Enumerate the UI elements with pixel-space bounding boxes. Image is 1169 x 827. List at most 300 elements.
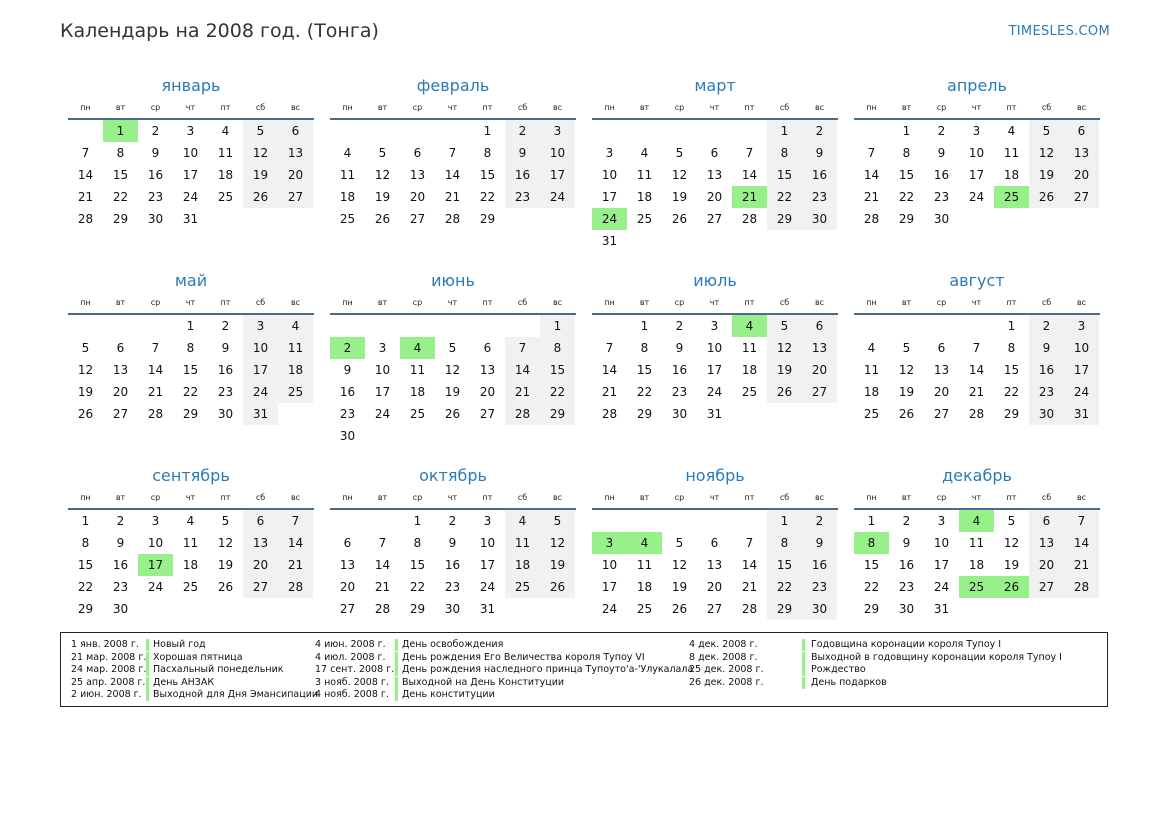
weekday-label: чт bbox=[971, 103, 982, 112]
day-cell: 21 bbox=[147, 385, 164, 399]
weekday-label: ср bbox=[674, 103, 685, 112]
day-cell: 25 bbox=[636, 212, 653, 226]
day-cell: 10 bbox=[601, 168, 618, 182]
day-cell: 19 bbox=[671, 580, 688, 594]
weekday-label: ср bbox=[412, 493, 423, 502]
day-cell: 11 bbox=[968, 536, 985, 550]
day-cell: 16 bbox=[802, 164, 837, 186]
day-cell: 31 bbox=[933, 602, 950, 616]
holiday-marker bbox=[395, 639, 398, 651]
weekday-label: ср bbox=[412, 298, 423, 307]
weekday-label: чт bbox=[971, 298, 982, 307]
month-calendar bbox=[68, 74, 314, 269]
day-cell: 27 bbox=[479, 407, 496, 421]
day-cell: 29 bbox=[767, 598, 802, 620]
weekday-label: ср bbox=[150, 493, 161, 502]
weekday-label: сб bbox=[517, 298, 528, 307]
day-cell: 11 bbox=[505, 532, 540, 554]
day-cell: 12 bbox=[444, 363, 461, 377]
day-cell: 3 bbox=[151, 514, 160, 528]
weekday-label: пн bbox=[604, 298, 615, 307]
weekday-label: пн bbox=[342, 103, 353, 112]
month-name: март bbox=[694, 76, 736, 95]
day-cell: 30 bbox=[671, 407, 688, 421]
day-cell: 12 bbox=[1029, 142, 1064, 164]
weekday-label: ср bbox=[674, 493, 685, 502]
day-cell: 15 bbox=[898, 168, 915, 182]
day-cell: 24 bbox=[1064, 381, 1099, 403]
day-cell: 28 bbox=[374, 602, 391, 616]
day-cell: 26 bbox=[374, 212, 391, 226]
day-cell: 29 bbox=[409, 602, 426, 616]
day-cell: 18 bbox=[217, 168, 234, 182]
day-cell: 18 bbox=[863, 385, 880, 399]
holiday-name: День АНЗАК bbox=[153, 676, 215, 688]
holiday-date: 21 мар. 2008 г. bbox=[71, 651, 147, 663]
day-cell: 27 bbox=[706, 602, 723, 616]
weekday-label: вт bbox=[639, 493, 650, 502]
day-cell: 8 bbox=[116, 146, 125, 160]
day-cell: 15 bbox=[112, 168, 129, 182]
day-cell: 22 bbox=[767, 576, 802, 598]
day-cell: 10 bbox=[601, 558, 618, 572]
day-cell: 2 bbox=[675, 319, 684, 333]
day-cell: 24 bbox=[374, 407, 391, 421]
day-cell: 1 bbox=[1007, 319, 1016, 333]
weekday-header bbox=[68, 488, 314, 510]
day-cell: 26 bbox=[671, 212, 688, 226]
weekday-label: вт bbox=[901, 298, 912, 307]
day-cell: 29 bbox=[636, 407, 653, 421]
day-cell: 6 bbox=[413, 146, 422, 160]
holiday-day-cell: 4 bbox=[400, 337, 435, 359]
day-cell: 13 bbox=[933, 363, 950, 377]
day-cell: 15 bbox=[767, 554, 802, 576]
day-cell: 25 bbox=[741, 385, 758, 399]
weekday-label: пн bbox=[342, 493, 353, 502]
day-cell: 28 bbox=[505, 403, 540, 425]
month-calendar bbox=[592, 464, 838, 659]
day-cell: 1 bbox=[767, 510, 802, 532]
day-cell: 19 bbox=[243, 164, 278, 186]
day-cell: 16 bbox=[505, 164, 540, 186]
day-cell: 26 bbox=[767, 381, 802, 403]
holiday-marker bbox=[395, 652, 398, 664]
day-cell: 6 bbox=[483, 341, 492, 355]
day-cell: 19 bbox=[671, 190, 688, 204]
weekday-label: пн bbox=[80, 493, 91, 502]
weekday-label: пт bbox=[220, 103, 231, 112]
day-cell: 16 bbox=[933, 168, 950, 182]
month-calendar bbox=[68, 269, 314, 464]
weekday-label: пн bbox=[866, 298, 877, 307]
day-cell: 3 bbox=[378, 341, 387, 355]
weekday-label: вс bbox=[814, 103, 825, 112]
holiday-marker bbox=[395, 677, 398, 689]
day-cell: 20 bbox=[243, 554, 278, 576]
day-cell: 26 bbox=[671, 602, 688, 616]
day-cell: 25 bbox=[278, 381, 313, 403]
day-cell: 20 bbox=[706, 190, 723, 204]
month-calendar bbox=[330, 269, 576, 464]
day-cell: 24 bbox=[706, 385, 723, 399]
weekday-header bbox=[330, 488, 576, 510]
day-cell: 28 bbox=[147, 407, 164, 421]
day-cell: 29 bbox=[767, 208, 802, 230]
month-calendar bbox=[330, 464, 576, 659]
day-cell: 2 bbox=[802, 510, 837, 532]
day-cell: 7 bbox=[605, 341, 614, 355]
day-cell: 28 bbox=[601, 407, 618, 421]
day-cell: 14 bbox=[77, 168, 94, 182]
weekday-label: пт bbox=[1006, 298, 1017, 307]
day-cell: 12 bbox=[671, 168, 688, 182]
day-cell: 27 bbox=[1064, 186, 1099, 208]
day-cell: 8 bbox=[767, 532, 802, 554]
day-cell: 2 bbox=[802, 120, 837, 142]
day-cell: 18 bbox=[741, 363, 758, 377]
day-cell: 30 bbox=[802, 598, 837, 620]
holiday-day-cell: 25 bbox=[994, 186, 1029, 208]
day-cell: 17 bbox=[601, 190, 618, 204]
day-cell: 4 bbox=[640, 146, 649, 160]
weekday-header bbox=[68, 293, 314, 315]
day-cell: 27 bbox=[409, 212, 426, 226]
day-cell: 1 bbox=[186, 319, 195, 333]
day-cell: 21 bbox=[863, 190, 880, 204]
day-cell: 29 bbox=[182, 407, 199, 421]
day-cell: 29 bbox=[540, 403, 575, 425]
day-cell: 22 bbox=[898, 190, 915, 204]
day-cell: 24 bbox=[479, 580, 496, 594]
holiday-marker bbox=[146, 677, 149, 689]
weekday-label: вт bbox=[901, 103, 912, 112]
day-cell: 4 bbox=[343, 146, 352, 160]
day-cell: 19 bbox=[1029, 164, 1064, 186]
day-cell: 31 bbox=[243, 403, 278, 425]
day-cell: 28 bbox=[741, 602, 758, 616]
holiday-day-cell: 25 bbox=[959, 576, 994, 598]
day-cell: 16 bbox=[217, 363, 234, 377]
day-cell: 15 bbox=[479, 168, 496, 182]
day-cell: 25 bbox=[505, 576, 540, 598]
day-cell: 18 bbox=[182, 558, 199, 572]
day-cell: 12 bbox=[898, 363, 915, 377]
day-cell: 20 bbox=[933, 385, 950, 399]
day-cell: 26 bbox=[898, 407, 915, 421]
day-cell: 20 bbox=[112, 385, 129, 399]
day-cell: 7 bbox=[448, 146, 457, 160]
day-cell: 5 bbox=[675, 146, 684, 160]
day-cell: 18 bbox=[1003, 168, 1020, 182]
day-cell: 31 bbox=[182, 212, 199, 226]
month-name: июль bbox=[693, 271, 737, 290]
day-cell: 6 bbox=[1029, 510, 1064, 532]
holiday-date: 4 дек. 2008 г. bbox=[689, 639, 758, 650]
weekday-label: вс bbox=[814, 493, 825, 502]
holiday-day-cell: 3 bbox=[592, 532, 627, 554]
day-cell: 11 bbox=[182, 536, 199, 550]
day-cell: 28 bbox=[444, 212, 461, 226]
calendar-grid bbox=[68, 74, 1102, 659]
day-cell: 8 bbox=[1007, 341, 1016, 355]
day-cell: 20 bbox=[409, 190, 426, 204]
holiday-day-cell: 17 bbox=[138, 554, 173, 576]
day-cell: 14 bbox=[968, 363, 985, 377]
day-cell: 5 bbox=[767, 315, 802, 337]
day-cell: 5 bbox=[902, 341, 911, 355]
month-calendar bbox=[592, 74, 838, 269]
weekday-header bbox=[68, 98, 314, 120]
month-name: январь bbox=[161, 76, 221, 95]
day-cell: 19 bbox=[77, 385, 94, 399]
day-cell: 23 bbox=[505, 186, 540, 208]
day-cell: 30 bbox=[933, 212, 950, 226]
weekday-label: вс bbox=[290, 103, 301, 112]
weekday-label: пт bbox=[482, 493, 493, 502]
holiday-date: 4 июл. 2008 г. bbox=[315, 651, 386, 663]
day-cell: 11 bbox=[636, 168, 653, 182]
weekday-label: ср bbox=[936, 103, 947, 112]
day-cell: 12 bbox=[540, 532, 575, 554]
weekday-label: чт bbox=[185, 298, 196, 307]
holiday-day-cell: 21 bbox=[732, 186, 767, 208]
day-cell: 27 bbox=[112, 407, 129, 421]
day-cell: 9 bbox=[343, 363, 352, 377]
weekday-label: чт bbox=[709, 103, 720, 112]
weekday-label: вс bbox=[814, 298, 825, 307]
day-cell: 5 bbox=[221, 514, 230, 528]
day-cell: 3 bbox=[972, 124, 981, 138]
day-cell: 30 bbox=[1029, 403, 1064, 425]
day-cell: 12 bbox=[767, 337, 802, 359]
day-cell: 16 bbox=[1029, 359, 1064, 381]
day-cell: 24 bbox=[933, 580, 950, 594]
day-cell: 2 bbox=[116, 514, 125, 528]
weekday-label: пн bbox=[604, 493, 615, 502]
holiday-name: День подарков bbox=[811, 676, 887, 688]
holiday-name: День рождения Его Величества короля Тупоу VI bbox=[402, 651, 645, 663]
day-cell: 1 bbox=[767, 120, 802, 142]
day-cell: 5 bbox=[243, 120, 278, 142]
day-cell: 27 bbox=[1029, 576, 1064, 598]
day-cell: 23 bbox=[444, 580, 461, 594]
day-cell: 10 bbox=[933, 536, 950, 550]
day-cell: 11 bbox=[1003, 146, 1020, 160]
day-cell: 20 bbox=[479, 385, 496, 399]
day-cell: 14 bbox=[863, 168, 880, 182]
day-cell: 3 bbox=[710, 319, 719, 333]
day-cell: 29 bbox=[1003, 407, 1020, 421]
weekday-label: чт bbox=[447, 103, 458, 112]
day-cell: 8 bbox=[767, 142, 802, 164]
day-cell: 8 bbox=[540, 337, 575, 359]
weekday-label: ср bbox=[936, 298, 947, 307]
weekday-header bbox=[330, 98, 576, 120]
day-cell: 7 bbox=[867, 146, 876, 160]
month-name: июнь bbox=[431, 271, 475, 290]
day-cell: 30 bbox=[339, 429, 356, 443]
day-cell: 8 bbox=[483, 146, 492, 160]
day-cell: 1 bbox=[640, 319, 649, 333]
day-cell: 28 bbox=[968, 407, 985, 421]
holiday-marker bbox=[395, 689, 398, 701]
day-cell: 18 bbox=[409, 385, 426, 399]
weekday-label: ср bbox=[150, 298, 161, 307]
day-cell: 7 bbox=[972, 341, 981, 355]
day-cell: 6 bbox=[278, 120, 313, 142]
day-cell: 13 bbox=[278, 142, 313, 164]
day-cell: 5 bbox=[448, 341, 457, 355]
day-cell: 14 bbox=[374, 558, 391, 572]
day-cell: 19 bbox=[767, 359, 802, 381]
day-cell: 5 bbox=[1007, 514, 1016, 528]
day-cell: 14 bbox=[444, 168, 461, 182]
day-cell: 5 bbox=[81, 341, 90, 355]
day-cell: 12 bbox=[374, 168, 391, 182]
day-cell: 19 bbox=[444, 385, 461, 399]
day-cell: 12 bbox=[77, 363, 94, 377]
day-cell: 18 bbox=[339, 190, 356, 204]
day-cell: 21 bbox=[444, 190, 461, 204]
day-grid bbox=[854, 510, 1100, 620]
day-cell: 3 bbox=[540, 120, 575, 142]
weekday-label: чт bbox=[185, 493, 196, 502]
day-cell: 22 bbox=[182, 385, 199, 399]
day-grid bbox=[592, 120, 838, 252]
day-cell: 9 bbox=[221, 341, 230, 355]
weekday-label: пн bbox=[80, 298, 91, 307]
holiday-name: Новый год bbox=[153, 639, 206, 650]
day-cell: 28 bbox=[741, 212, 758, 226]
holiday-name: Рождество bbox=[811, 664, 866, 675]
day-cell: 16 bbox=[147, 168, 164, 182]
weekday-label: сб bbox=[255, 493, 266, 502]
day-cell: 3 bbox=[937, 514, 946, 528]
weekday-label: чт bbox=[709, 493, 720, 502]
day-cell: 27 bbox=[706, 212, 723, 226]
month-name: сентябрь bbox=[152, 466, 230, 485]
page-title: Календарь на 2008 год. (Тонга) bbox=[60, 20, 379, 42]
day-cell: 14 bbox=[1064, 532, 1099, 554]
day-cell: 12 bbox=[217, 536, 234, 550]
holiday-marker bbox=[802, 652, 805, 664]
day-cell: 13 bbox=[1029, 532, 1064, 554]
day-cell: 31 bbox=[706, 407, 723, 421]
day-cell: 9 bbox=[802, 532, 837, 554]
weekday-label: пн bbox=[342, 298, 353, 307]
holiday-date: 4 июн. 2008 г. bbox=[315, 639, 386, 650]
day-grid bbox=[854, 315, 1100, 425]
weekday-header bbox=[854, 488, 1100, 510]
day-cell: 18 bbox=[636, 580, 653, 594]
weekday-label: вс bbox=[1076, 103, 1087, 112]
day-cell: 10 bbox=[479, 536, 496, 550]
day-cell: 4 bbox=[1007, 124, 1016, 138]
day-cell: 9 bbox=[902, 536, 911, 550]
day-cell: 23 bbox=[671, 385, 688, 399]
day-cell: 16 bbox=[671, 363, 688, 377]
holiday-name: День освобождения bbox=[402, 639, 504, 650]
day-cell: 21 bbox=[374, 580, 391, 594]
day-cell: 18 bbox=[636, 190, 653, 204]
day-cell: 25 bbox=[863, 407, 880, 421]
holiday-date: 3 нояб. 2008 г. bbox=[315, 676, 389, 688]
day-cell: 11 bbox=[339, 168, 356, 182]
day-grid bbox=[592, 510, 838, 620]
day-cell: 16 bbox=[339, 385, 356, 399]
day-cell: 15 bbox=[540, 359, 575, 381]
weekday-label: пт bbox=[482, 298, 493, 307]
day-cell: 1 bbox=[540, 315, 575, 337]
weekday-label: пт bbox=[220, 493, 231, 502]
weekday-label: вс bbox=[552, 103, 563, 112]
day-cell: 1 bbox=[413, 514, 422, 528]
day-cell: 4 bbox=[186, 514, 195, 528]
day-cell: 18 bbox=[278, 359, 313, 381]
weekday-label: сб bbox=[779, 103, 790, 112]
weekday-label: пт bbox=[1006, 493, 1017, 502]
day-cell: 31 bbox=[1064, 403, 1099, 425]
day-cell: 18 bbox=[968, 558, 985, 572]
day-cell: 28 bbox=[1064, 576, 1099, 598]
month-name: ноябрь bbox=[685, 466, 745, 485]
day-cell: 21 bbox=[278, 554, 313, 576]
day-cell: 11 bbox=[741, 341, 758, 355]
day-cell: 13 bbox=[706, 558, 723, 572]
day-cell: 26 bbox=[1029, 186, 1064, 208]
day-cell: 14 bbox=[741, 168, 758, 182]
day-cell: 19 bbox=[540, 554, 575, 576]
weekday-label: сб bbox=[1041, 493, 1052, 502]
day-cell: 3 bbox=[243, 315, 278, 337]
weekday-label: ср bbox=[674, 298, 685, 307]
holiday-day-cell: 8 bbox=[854, 532, 889, 554]
day-cell: 14 bbox=[741, 558, 758, 572]
day-cell: 17 bbox=[479, 558, 496, 572]
day-cell: 3 bbox=[186, 124, 195, 138]
day-cell: 10 bbox=[968, 146, 985, 160]
day-cell: 22 bbox=[767, 186, 802, 208]
site-link[interactable]: TIMESLES.COM bbox=[1008, 24, 1110, 39]
holiday-marker bbox=[146, 664, 149, 676]
day-cell: 23 bbox=[933, 190, 950, 204]
day-cell: 30 bbox=[444, 602, 461, 616]
day-cell: 23 bbox=[802, 576, 837, 598]
day-cell: 29 bbox=[479, 212, 496, 226]
day-cell: 6 bbox=[802, 315, 837, 337]
weekday-label: вс bbox=[1076, 493, 1087, 502]
day-cell: 2 bbox=[1029, 315, 1064, 337]
holiday-day-cell: 1 bbox=[103, 120, 138, 142]
weekday-header bbox=[592, 98, 838, 120]
day-cell: 2 bbox=[151, 124, 160, 138]
day-cell: 15 bbox=[767, 164, 802, 186]
day-cell: 27 bbox=[243, 576, 278, 598]
weekday-label: ср bbox=[412, 103, 423, 112]
day-cell: 14 bbox=[278, 532, 313, 554]
month-calendar bbox=[330, 74, 576, 269]
day-cell: 10 bbox=[243, 337, 278, 359]
day-cell: 12 bbox=[1003, 536, 1020, 550]
day-cell: 20 bbox=[802, 359, 837, 381]
day-cell: 27 bbox=[339, 602, 356, 616]
day-cell: 7 bbox=[378, 536, 387, 550]
holiday-name: Выходной в годовщину коронации короля Тупоу I bbox=[811, 651, 1062, 663]
day-cell: 10 bbox=[182, 146, 199, 160]
day-cell: 20 bbox=[278, 164, 313, 186]
day-cell: 25 bbox=[182, 580, 199, 594]
